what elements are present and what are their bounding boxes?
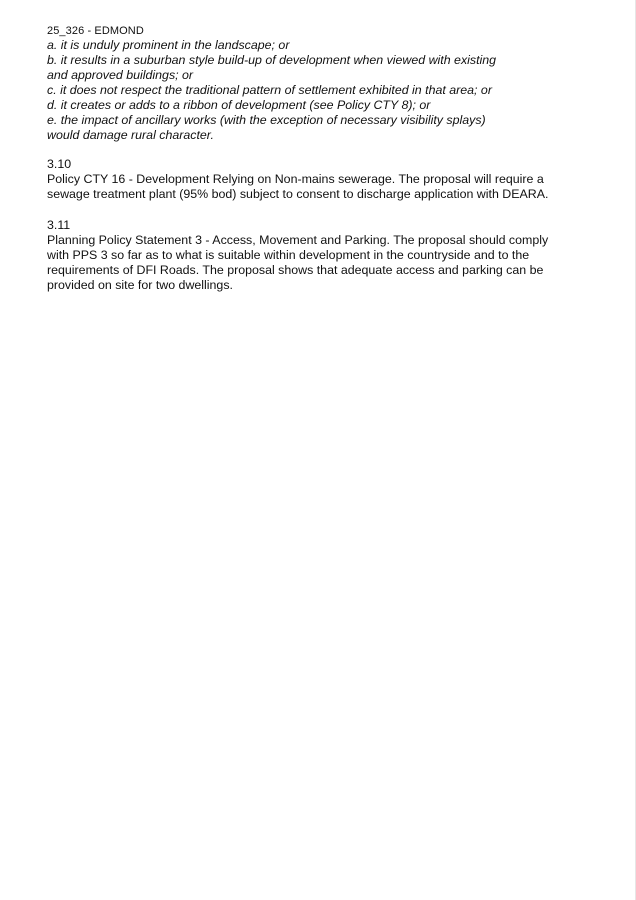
criteria-line: a. it is unduly prominent in the landscape; or xyxy=(47,38,290,52)
section-line: with PPS 3 so far as to what is suitable within development in the countryside and to the xyxy=(47,248,530,262)
section-number: 3.11 xyxy=(47,218,71,232)
section-line: sewage treatment plant (95% bod) subject to consent to discharge application with DEARA. xyxy=(47,187,549,201)
criteria-list xyxy=(47,38,587,143)
criteria-line: and approved buildings; or xyxy=(47,68,194,82)
criteria-line: b. it results in a suburban style build-up of development when viewed with existing xyxy=(47,53,497,67)
section-line: requirements of DFI Roads. The proposal shows that adequate access and parking can be xyxy=(47,263,544,277)
section-3-11 xyxy=(47,218,592,293)
criteria-line: c. it does not respect the traditional pattern of settlement exhibited in that area; or xyxy=(47,83,492,97)
section-3-10 xyxy=(47,157,592,202)
section-line: provided on site for two dwellings. xyxy=(47,278,233,292)
section-line: Policy CTY 16 - Development Relying on Non-mains sewerage. The proposal will require a xyxy=(47,172,544,186)
section-number: 3.10 xyxy=(47,157,72,171)
criteria-line: d. it creates or adds to a ribbon of development (see Policy CTY 8); or xyxy=(47,98,431,112)
section-line: Planning Policy Statement 3 - Access, Movement and Parking. The proposal should comply xyxy=(47,233,549,247)
criteria-line: would damage rural character. xyxy=(47,128,214,142)
criteria-line: e. the impact of ancillary works (with the exception of necessary visibility splays) xyxy=(47,113,486,127)
page-header-reference: 25_326 - EDMOND xyxy=(47,25,144,37)
